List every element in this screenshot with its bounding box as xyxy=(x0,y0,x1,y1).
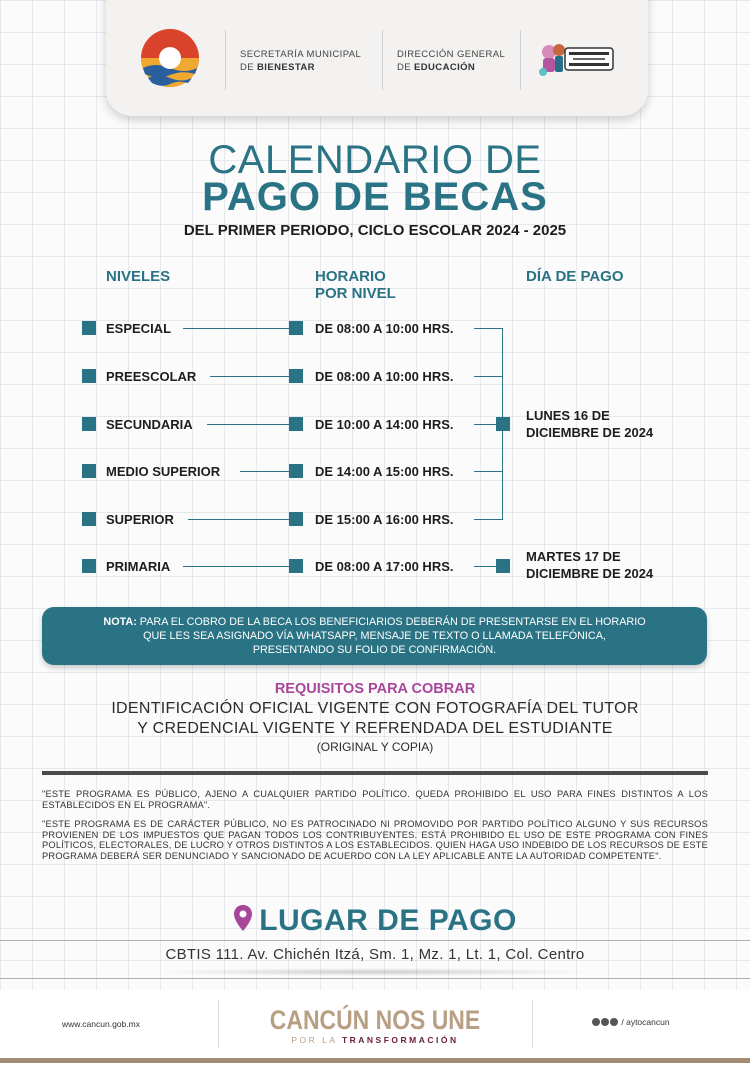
footer-social xyxy=(592,1017,670,1027)
footer-tagline xyxy=(0,1035,750,1045)
calidad-educativa-badge-icon xyxy=(535,38,617,78)
schedule-preescolar: DE 08:00 A 10:00 HRS. xyxy=(315,369,454,384)
payday-lunes xyxy=(526,407,653,441)
schedule-bullet-icon xyxy=(289,417,303,431)
requirements-title: REQUISITOS PARA COBRAR xyxy=(274,681,476,697)
col-head-levels: NIVELES xyxy=(106,268,171,285)
org-secretaria xyxy=(240,48,361,74)
col-head-schedule-line1: HORARIO xyxy=(315,268,386,285)
org-direccion xyxy=(397,48,505,74)
subtitle: DEL PRIMER PERIODO, CICLO ESCOLAR 2024 - 2025 xyxy=(183,222,567,239)
place-rule-bottom xyxy=(0,978,750,979)
schedule-bullet-icon xyxy=(289,559,303,573)
note-line3: PRESENTANDO SU FOLIO DE CONFIRMACIÓN. xyxy=(252,644,497,656)
connector-line xyxy=(474,328,502,329)
note-line1: PARA EL COBRO DE LA BECA LOS BENEFICIARIOS DEBERÁN DE PRESENTARSE EN EL HORARIO xyxy=(136,616,646,628)
connector-line xyxy=(207,424,289,425)
schedule-bullet-icon xyxy=(289,369,303,383)
level-especial: ESPECIAL xyxy=(106,321,172,336)
header-divider xyxy=(382,30,383,90)
title-line1: CALENDARIO DE xyxy=(208,138,542,182)
level-medio-superior: MEDIO SUPERIOR xyxy=(106,464,221,479)
level-bullet-icon xyxy=(82,464,96,478)
level-bullet-icon xyxy=(82,321,96,335)
footer-url-link[interactable]: www.cancun.gob.mx xyxy=(62,1019,140,1029)
footer-brand: CANCÚN NOS UNE xyxy=(269,1005,481,1035)
requirements-line3: (ORIGINAL Y COPIA) xyxy=(316,740,434,754)
footer-tagline-light: POR LA xyxy=(291,1035,342,1045)
cancun-logo-icon xyxy=(140,28,200,88)
connector-line xyxy=(240,471,289,472)
org2-prefix: DE xyxy=(397,62,415,73)
level-superior: SUPERIOR xyxy=(106,512,174,527)
org1-line1: SECRETARÍA MUNICIPAL xyxy=(240,49,362,60)
place-title xyxy=(0,904,750,938)
level-preescolar: PREESCOLAR xyxy=(106,369,197,384)
instagram-icon[interactable] xyxy=(601,1018,609,1026)
schedule-secundaria: DE 10:00 A 14:00 HRS. xyxy=(315,417,454,432)
level-bullet-icon xyxy=(82,417,96,431)
payday-lunes-line1: LUNES 16 DE xyxy=(526,408,610,423)
note-box xyxy=(42,607,707,665)
connector-line xyxy=(188,519,289,520)
requirements-line1: IDENTIFICACIÓN OFICIAL VIGENTE CON FOTOGRAFÍA DEL TUTOR xyxy=(111,700,639,717)
org1-prefix: DE xyxy=(240,62,258,73)
address: CBTIS 111. Av. Chichén Itzá, Sm. 1, Mz. 1, Lt. 1, Col. Centro xyxy=(165,946,585,963)
address-shadow xyxy=(150,968,600,976)
section-divider xyxy=(42,771,708,775)
schedule-bullet-icon xyxy=(289,321,303,335)
map-pin-icon xyxy=(233,904,253,932)
footer-band xyxy=(0,1058,750,1063)
connector-line xyxy=(474,566,496,567)
place-rule-top xyxy=(0,940,750,941)
payday-martes xyxy=(526,548,653,582)
connector-line xyxy=(474,519,502,520)
facebook-icon[interactable] xyxy=(592,1018,600,1026)
schedule-medio-superior: DE 14:00 A 15:00 HRS. xyxy=(315,464,454,479)
note-line2: QUE LES SEA ASIGNADO VÍA WHATSAPP, MENSAJE DE TEXTO O LLAMADA TELEFÓNICA, xyxy=(143,630,606,642)
x-icon[interactable] xyxy=(610,1018,618,1026)
header-divider xyxy=(520,30,521,90)
schedule-superior: DE 15:00 A 16:00 HRS. xyxy=(315,512,454,527)
legal-paragraph-1: "ESTE PROGRAMA ES PÚBLICO, AJENO A CUALQUIER PARTIDO POLÍTICO. QUEDA PROHIBIDO EL USO PARA FINES DISTINTOS A LOS ESTABLECIDOS EN EL PROGRAMA". xyxy=(42,789,708,810)
bracket-line xyxy=(502,328,503,520)
connector-line xyxy=(183,566,289,567)
level-bullet-icon xyxy=(82,559,96,573)
level-bullet-icon xyxy=(82,369,96,383)
place-title-text: LUGAR DE PAGO xyxy=(259,904,517,937)
header-divider xyxy=(225,30,226,90)
level-bullet-icon xyxy=(82,512,96,526)
payday-martes-line1: MARTES 17 DE xyxy=(526,549,621,564)
footer-social-handle: / aytocancun xyxy=(621,1017,670,1027)
connector-line xyxy=(183,328,289,329)
schedule-bullet-icon xyxy=(289,464,303,478)
schedule-primaria: DE 08:00 A 17:00 HRS. xyxy=(315,559,454,574)
col-head-payday: DÍA DE PAGO xyxy=(526,268,624,285)
schedule-bullet-icon xyxy=(289,512,303,526)
legal-paragraph-2: "ESTE PROGRAMA ES DE CARÁCTER PÚBLICO, NO ES PATROCINADO NI PROMOVIDO POR PARTIDO POLÍTICO ALGUNO Y SUS RECURSOS PROVIENEN DE LOS IMPUESTOS QUE PAGAN TODOS LOS CONTRIBUYENTES. ESTÁ PROHIBIDO EL USO DE ESTE PROGRAMA CON FINES POLÍTICOS, ELECTORALES, DE LUCRO Y OTROS DISTINTOS A LOS ESTABLECIDOS. QUIEN HAGA USO INDEBIDO DE LOS RECURSOS DE ESTE PROGRAMA DEBERÁ SER DENUNCIADO Y SANCIONADO DE ACUERDO CON LA LEY APLICABLE ANTE LA AUTORIDAD COMPETENTE". xyxy=(42,819,708,861)
payday-lunes-line2: DICIEMBRE DE 2024 xyxy=(526,425,654,440)
requirements-line2: Y CREDENCIAL VIGENTE Y REFRENDADA DEL ESTUDIANTE xyxy=(137,720,613,737)
footer-divider xyxy=(532,1000,533,1048)
org2-line1: DIRECCIÓN GENERAL xyxy=(397,49,506,60)
payday-martes-line2: DICIEMBRE DE 2024 xyxy=(526,566,654,581)
title-line2: PAGO DE BECAS xyxy=(202,175,548,219)
col-head-schedule-line2: POR NIVEL xyxy=(315,285,396,302)
note-label: NOTA: xyxy=(103,616,137,628)
payday-bullet-icon xyxy=(496,559,510,573)
org1-bold: BIENESTAR xyxy=(257,62,315,73)
connector-line xyxy=(210,376,289,377)
footer-tagline-bold: TRANSFORMACIÓN xyxy=(341,1035,459,1045)
connector-line xyxy=(474,424,496,425)
connector-line xyxy=(474,376,502,377)
payday-bullet-icon xyxy=(496,417,510,431)
org2-bold: EDUCACIÓN xyxy=(414,62,476,73)
schedule-especial: DE 08:00 A 10:00 HRS. xyxy=(315,321,454,336)
level-secundaria: SECUNDARIA xyxy=(106,417,193,432)
connector-line xyxy=(474,471,502,472)
col-head-schedule xyxy=(315,268,396,302)
level-primaria: PRIMARIA xyxy=(106,559,171,574)
